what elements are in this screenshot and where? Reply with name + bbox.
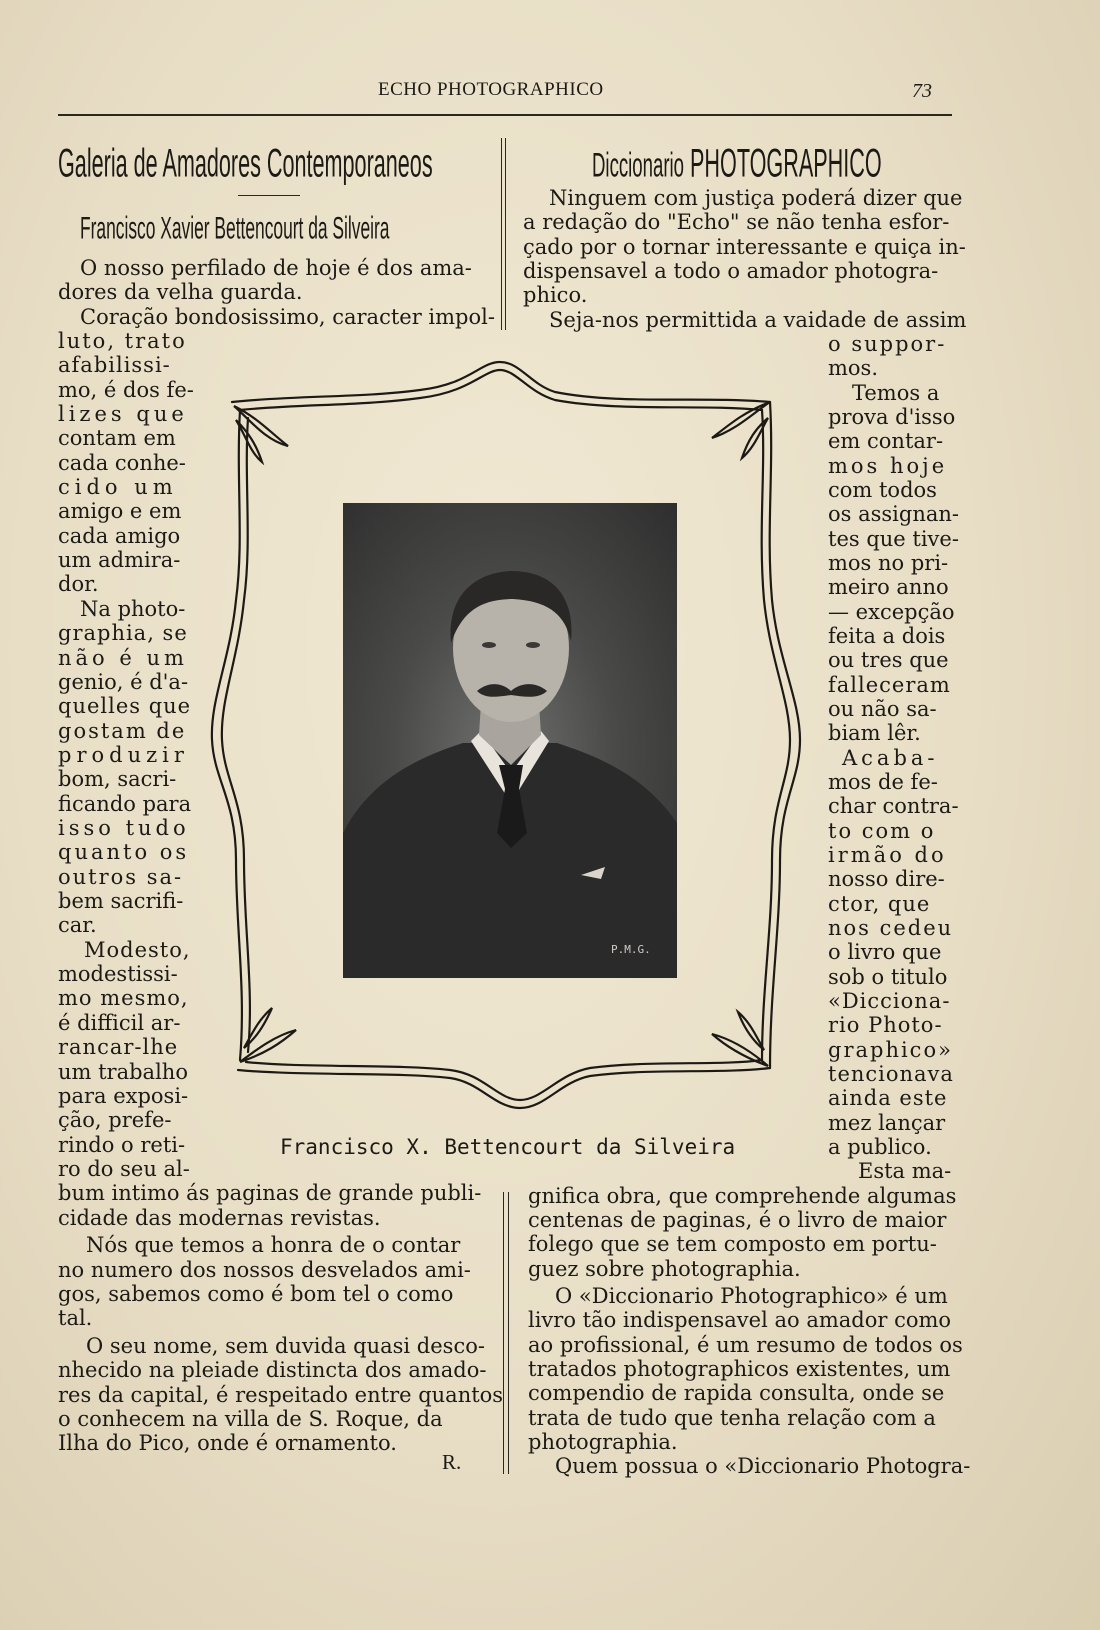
left-line: ção, prefe-: [58, 1108, 172, 1132]
left-line: um admira-: [58, 548, 181, 572]
left-line: mo mesmo,: [58, 986, 189, 1010]
left-line: graphia, se: [58, 621, 188, 645]
left-line: não é um: [58, 646, 188, 670]
running-header: ECHO PHOTOGRAPHICO: [378, 79, 604, 100]
right-line: Temos a: [852, 381, 940, 405]
right-line: mos hoje: [828, 454, 948, 478]
right-line: livro tão indispensavel ao amador como: [528, 1308, 952, 1332]
left-line: Nós que temos a honra de o contar: [86, 1233, 461, 1257]
right-line: prova d'isso: [828, 405, 956, 429]
left-line: no numero dos nossos desvelados ami-: [58, 1258, 471, 1282]
left-line: Na photo-: [80, 597, 186, 621]
right-line: ainda este: [828, 1086, 948, 1110]
right-line: char contra-: [828, 794, 959, 818]
right-line: photographia.: [528, 1430, 678, 1454]
left-line: tal.: [58, 1306, 93, 1330]
left-line: dor.: [58, 572, 99, 596]
right-line: feita a dois: [828, 624, 946, 648]
right-line: meiro anno: [828, 575, 949, 599]
right-line: ou tres que: [828, 648, 949, 672]
left-line: luto, trato: [58, 329, 187, 353]
left-line: dores da velha guarda.: [58, 280, 303, 304]
right-line: Esta ma-: [858, 1159, 952, 1183]
right-line: ctor, que: [828, 892, 931, 916]
left-line: Ilha do Pico, onde é ornamento.: [58, 1431, 397, 1455]
left-line: gos, sabemos como é bom tel o como: [58, 1282, 454, 1306]
right-line: tratados photographicos existentes, um: [528, 1357, 951, 1381]
right-title-main: PHOTOGRAPHICO: [690, 140, 882, 186]
right-line: to com o: [828, 819, 936, 843]
left-line: rindo o reti-: [58, 1133, 186, 1157]
right-line: guez sobre photographia.: [528, 1257, 801, 1281]
left-line: um trabalho: [58, 1060, 188, 1084]
right-line: irmão do: [828, 843, 947, 867]
figure-caption: Francisco X. Bettencourt da Silveira: [280, 1135, 736, 1159]
right-line: biam lêr.: [828, 721, 921, 745]
left-line: isso tudo: [58, 816, 190, 840]
right-line: tes que tive-: [828, 527, 959, 551]
right-line: falleceram: [828, 673, 951, 697]
left-line: quanto os: [58, 840, 190, 864]
right-line: Seja-nos permittida a vaidade de assim: [549, 308, 967, 332]
engraver-mark: P.M.G.: [611, 943, 651, 956]
left-line: O nosso perfilado de hoje é dos ama-: [80, 256, 472, 280]
right-line: em contar-: [828, 429, 944, 453]
right-line: sob o titulo: [828, 965, 948, 989]
left-line: bom, sacri-: [58, 767, 177, 791]
left-line: rancar-lhe: [58, 1035, 179, 1059]
left-line: para exposi-: [58, 1084, 189, 1108]
left-line: car.: [58, 913, 97, 937]
right-line: ao profissional, é um resumo de todos os: [528, 1333, 963, 1357]
left-line: o conhecem na villa de S. Roque, da: [58, 1407, 443, 1431]
right-line: — excepção: [828, 600, 955, 624]
right-line: os assignan-: [828, 502, 959, 526]
left-line: genio, é d'a-: [58, 670, 189, 694]
right-line: mez lançar: [828, 1111, 946, 1135]
portrait-photograph: [343, 503, 677, 978]
left-line: outros sa-: [58, 865, 184, 889]
left-line: contam em: [58, 426, 176, 450]
left-line: cada amigo: [58, 524, 181, 548]
right-line: Quem possua o «Diccionario Photogra-: [555, 1454, 971, 1478]
right-line: O «Diccionario Photographico» é um: [555, 1284, 948, 1308]
left-line: Modesto,: [84, 938, 191, 962]
left-line: gostam de: [58, 719, 187, 743]
left-line: cidade das modernas revistas.: [58, 1206, 381, 1230]
left-line: res da capital, é respeitado entre quantos: [58, 1383, 504, 1407]
right-line: trata de tudo que tenha relação com a: [528, 1406, 936, 1430]
left-line: quelles que: [58, 694, 192, 718]
left-article-subtitle: Francisco Xavier Bettencourt da Silveira: [80, 211, 390, 247]
left-line: ro do seu al-: [58, 1157, 190, 1181]
left-line: é difficil ar-: [58, 1011, 181, 1035]
left-line: bem sacrifi-: [58, 889, 184, 913]
right-line: gnifica obra, que comprehende algumas: [528, 1184, 957, 1208]
right-line: a publico.: [828, 1135, 932, 1159]
right-title-prefix: Diccionario: [592, 145, 685, 184]
article-signature: R.: [442, 1450, 462, 1474]
left-line: mo, é dos fe-: [58, 378, 194, 402]
right-line: o suppor-: [828, 332, 947, 356]
left-line: ficando para: [58, 792, 192, 816]
right-line: Acaba-: [842, 746, 939, 770]
right-line: graphico»: [828, 1038, 953, 1062]
left-line: cido um: [58, 475, 178, 499]
left-article-title: Galeria de Amadores Contemporaneos: [58, 140, 433, 186]
right-line: nos cedeu: [828, 916, 954, 940]
left-line: O seu nome, sem duvida quasi desco-: [86, 1334, 485, 1358]
portrait-illustration: [343, 503, 677, 978]
left-line: nhecido na pleiade distincta dos amado-: [58, 1358, 487, 1382]
right-line: Ninguem com justiça poderá dizer que: [549, 186, 963, 210]
right-line: a redação do "Echo" se não tenha esfor-: [523, 210, 950, 234]
right-line: folego que se tem composto em portu-: [528, 1232, 937, 1256]
right-line: «Dicciona-: [828, 989, 951, 1013]
left-line: afabilissi-: [58, 353, 171, 377]
left-line: amigo e em: [58, 499, 182, 523]
right-line: nosso dire-: [828, 867, 945, 891]
right-line: com todos: [828, 478, 937, 502]
right-line: ou não sa-: [828, 697, 937, 721]
right-line: tencionava: [828, 1062, 954, 1086]
right-line: mos no pri-: [828, 551, 949, 575]
left-line: bum intimo ás paginas de grande publi-: [58, 1181, 482, 1205]
right-line: phico.: [523, 283, 588, 307]
right-line: compendio de rapida consulta, onde se: [528, 1381, 945, 1405]
left-line: modestissi-: [58, 962, 178, 986]
right-line: centenas de paginas, é o livro de maior: [528, 1208, 947, 1232]
left-line: produzir: [58, 743, 189, 767]
right-line: rio Photo-: [828, 1013, 943, 1037]
left-line: cada conhe-: [58, 451, 186, 475]
right-line: mos.: [828, 356, 879, 380]
right-line: çado por o tornar interessante e quiça in-: [523, 235, 966, 259]
right-line: dispensavel a todo o amador photogra-: [523, 259, 939, 283]
right-line: o livro que: [828, 940, 942, 964]
page-number: 73: [912, 80, 932, 102]
right-line: mos de fe-: [828, 770, 938, 794]
left-line: lizes que: [58, 402, 188, 426]
left-line: Coração bondosissimo, caracter impol-: [80, 305, 495, 329]
